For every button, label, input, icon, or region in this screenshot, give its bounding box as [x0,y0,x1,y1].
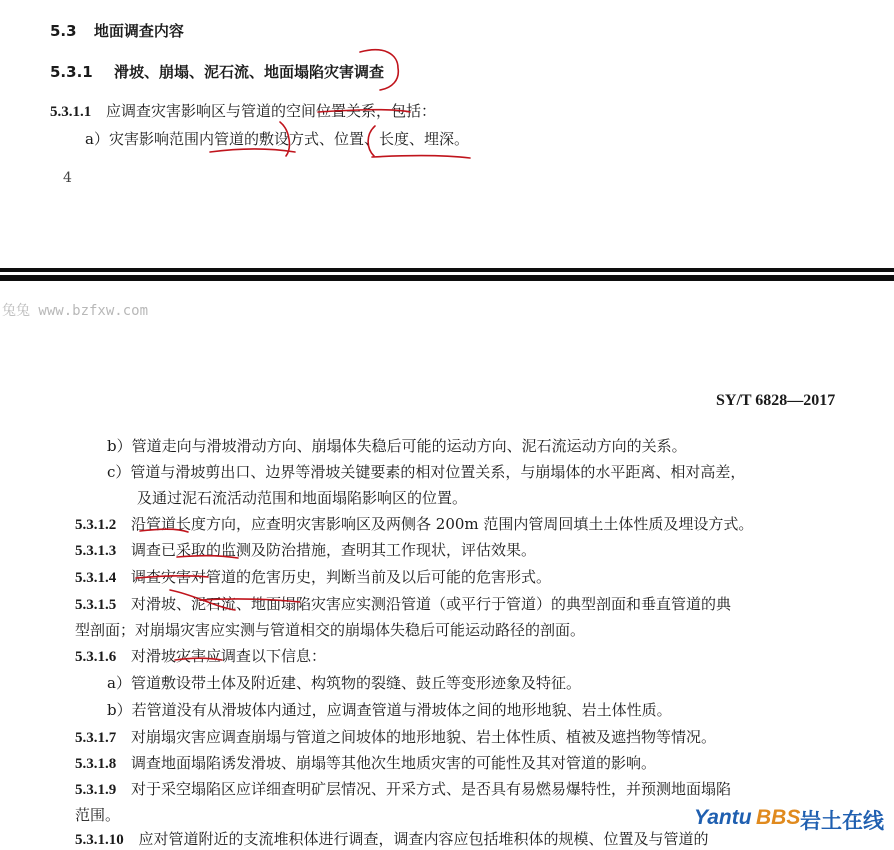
site-logo[interactable] [684,800,894,838]
clause-5-3-1-1 [50,101,436,122]
clause-text: 沿管道长度方向，应查明灾害影响区及两侧各 200m 范围内管周回填土土体性质及埋设方式。 [131,515,754,533]
clause-text: 应调查灾害影响区与管道的空间位置关系，包括： [106,102,437,120]
clause-number: 5.3.1.3 [75,543,117,559]
clause-5-3-1-7 [75,727,716,748]
clause-5-3-1-5-cont: 型剖面；对崩塌灾害应实测与管道相交的崩塌体失稳后可能运动路径的剖面。 [75,621,586,639]
clause-number: 5.3.1.7 [75,730,117,746]
clause-number: 5.3.1.5 [75,597,117,613]
section-title: 滑坡、崩塌、泥石流、地面塌陷灾害调查 [113,63,384,81]
clause-text: 应对管道附近的支流堆积体进行调查，调查内容应包括堆积体的规模、位置及与管道的 [138,830,709,848]
clause-5-3-1-1-item-c-cont: 及通过泥石流活动范围和地面塌陷影响区的位置。 [137,489,468,507]
annotation-underline-3 [372,156,470,158]
clause-5-3-1-5 [75,594,731,615]
clause-number: 5.3.1.9 [75,782,117,798]
clause-5-3-1-9 [75,779,731,800]
clause-5-3-1-8 [75,753,656,774]
clause-text: 对滑坡、泥石流、地面塌陷灾害应实测沿管道（或平行于管道）的典型剖面和垂直管道的典 [131,595,732,613]
logo-text-bbs: BBS [756,806,801,829]
clause-5-3-1-6 [75,646,326,667]
clause-5-3-1-10 [75,829,709,850]
logo-text-yantu: Yantu [694,806,752,829]
section-5-3-1-heading [50,61,384,82]
clause-text: 调查地面塌陷诱发滑坡、崩塌等其他次生地质灾害的可能性及其对管道的影响。 [131,754,657,772]
page-separator-bottom [0,275,894,281]
section-5-3-heading [50,20,184,41]
clause-5-3-1-1-item-c: c）管道与滑坡剪出口、边界等滑坡关键要素的相对位置关系，与崩塌体的水平距离、相对高差， [107,463,746,481]
clause-5-3-1-3 [75,540,536,561]
clause-5-3-1-2 [75,514,753,535]
section-number: 5.3.1 [50,63,93,81]
watermark: 兔兔 www.bzfxw.com [2,303,149,319]
standard-code: SY/T 6828—2017 [716,392,836,409]
clause-text: 调查灾害对管道的危害历史，判断当前及以后可能的危害形式。 [131,568,552,586]
clause-number: 5.3.1.4 [75,570,117,586]
page-number: 4 [63,170,72,186]
logo-text-cn: 岩土在线 [800,809,884,833]
annotation-underline-2 [210,149,295,152]
clause-number: 5.3.1.1 [50,104,92,120]
clause-number: 5.3.1.8 [75,756,117,772]
page-separator-top [0,268,894,272]
clause-5-3-1-1-item-b: b）管道走向与滑坡滑动方向、崩塌体失稳后可能的运动方向、泥石流运动方向的关系。 [107,437,687,455]
clause-5-3-1-6-item-a: a）管道敷设带土体及附近建、构筑物的裂缝、鼓丘等变形迹象及特征。 [107,674,581,692]
clause-text: 对于采空塌陷区应详细查明矿层情况、开采方式、是否具有易燃易爆特性，并预测地面塌陷 [131,780,732,798]
clause-text: 对崩塌灾害应调查崩塌与管道之间坡体的地形地貌、岩土体性质、植被及遮挡物等情况。 [131,728,717,746]
clause-5-3-1-4 [75,567,551,588]
clause-number: 5.3.1.2 [75,517,117,533]
clause-number: 5.3.1.6 [75,649,117,665]
clause-5-3-1-6-item-b: b）若管道没有从滑坡体内通过，应调查管道与滑坡体之间的地形地貌、岩土体性质。 [107,701,672,719]
clause-number: 5.3.1.10 [75,832,124,848]
section-number: 5.3 [50,22,77,40]
clause-5-3-1-1-item-a: a）灾害影响范围内管道的敷设方式、位置、长度、埋深。 [85,130,469,148]
clause-text: 对滑坡灾害应调查以下信息： [131,647,327,665]
clause-text: 调查已采取的监测及防治措施，查明其工作现状，评估效果。 [131,541,537,559]
section-title: 地面调查内容 [93,22,184,40]
clause-5-3-1-9-cont: 范围。 [75,806,121,824]
